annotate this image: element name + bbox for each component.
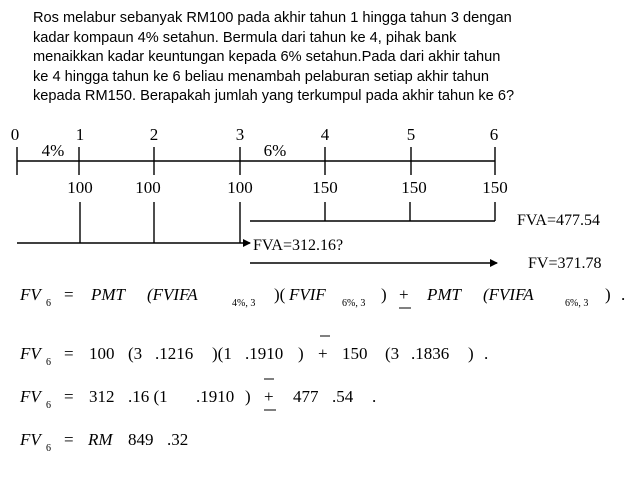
equation-3 — [19, 379, 376, 411]
equation-1 — [19, 285, 625, 309]
payment-label: 100 — [67, 178, 93, 197]
fva-second-label: FVA=477.54 — [517, 212, 600, 229]
eq-term: RM — [88, 430, 113, 449]
eq-term: ) — [245, 387, 251, 406]
timeline — [17, 147, 495, 175]
eq-plus: + — [318, 344, 328, 363]
eq-equals: = — [64, 285, 74, 304]
svg-text:6 — [46, 357, 51, 368]
eq-plus: + — [399, 285, 409, 304]
eq-subscript: 6 — [46, 357, 51, 368]
eq-term: .54 — [332, 387, 354, 406]
eq-term: (FVIFA — [147, 285, 198, 304]
year-label: 4 — [320, 125, 330, 144]
eq-subscript: 6%, 3 — [565, 298, 589, 309]
year-label: 1 — [75, 125, 85, 144]
eq-equals: = — [64, 430, 74, 449]
eq-term: .1910 — [196, 387, 235, 406]
equation-2 — [19, 336, 488, 368]
svg-text:6 — [46, 400, 51, 411]
fv-first-label: FV=371.78 — [528, 255, 602, 272]
svg-text:FV = 312 .16 — [19, 387, 376, 406]
eq-term: FVIF — [289, 285, 326, 304]
payment-label: 150 — [401, 178, 427, 197]
eq-term: 849 — [128, 430, 154, 449]
eq-term: ) — [468, 344, 474, 363]
eq-subscript: 6 — [46, 298, 51, 309]
eq-term: ) — [381, 285, 387, 304]
year-label: 5 — [406, 125, 416, 144]
eq-equals: = — [64, 387, 74, 406]
eq-subscript: 6 — [46, 443, 51, 454]
equation-4 — [19, 430, 188, 454]
svg-text:FV = PMT (FV — [19, 285, 625, 304]
eq-subscript: 6%, 3 — [342, 298, 366, 309]
eq-lhs: FV — [20, 387, 41, 406]
problem-line: menaikkan kadar keuntungan kepada 6% setahun.Pada dari akhir tahun — [33, 49, 501, 66]
eq-lhs: FV — [20, 430, 41, 449]
payment-label: 100 — [227, 178, 253, 197]
eq-term: .1216 — [155, 344, 194, 363]
fva-first-label: FVA=312.16? — [253, 237, 344, 254]
eq-term: .1910 — [245, 344, 284, 363]
eq-subscript: 6 — [46, 400, 51, 411]
eq-term: )(1 — [212, 344, 232, 363]
payment-label: 150 — [482, 178, 508, 197]
eq-term: (FVIFA — [483, 285, 534, 304]
eq-subscript: 4%, 3 — [232, 298, 256, 309]
eq-term: 100 — [89, 344, 115, 363]
eq-term: 477 — [293, 387, 319, 406]
eq-lhs: FV — [20, 285, 41, 304]
eq-term: (3 — [128, 344, 143, 363]
eq-end: . — [372, 387, 377, 406]
svg-text:FV = 100 (3 — [19, 344, 488, 363]
eq-term: 150 — [342, 344, 368, 363]
eq-term: PMT — [427, 285, 461, 304]
eq-term: )( — [274, 285, 286, 304]
eq-lhs: FV — [20, 344, 41, 363]
svg-text:6 — [46, 443, 51, 454]
eq-term: PMT — [91, 285, 125, 304]
eq-equals: = — [64, 344, 74, 363]
payment-label: 100 — [135, 178, 161, 197]
problem-line: kadar kompaun 4% setahun. Bermula dari tahun ke 4, pihak bank — [33, 29, 457, 46]
eq-end: . — [621, 285, 626, 304]
payment-label: 150 — [312, 178, 338, 197]
eq-term: ) — [298, 344, 304, 363]
year-label: 6 — [489, 125, 499, 144]
eq-term: .16 (1 — [128, 387, 168, 406]
eq-end: . — [484, 344, 489, 363]
eq-term: .32 — [167, 430, 189, 449]
problem-line: ke 4 hingga tahun ke 6 beliau menambah pelaburan setiap akhir tahun — [33, 68, 489, 85]
eq-term: (3 — [385, 344, 400, 363]
problem-line: Ros melabur sebanyak RM100 pada akhir tahun 1 hingga tahun 3 dengan — [33, 10, 512, 26]
rate-label-second: 6% — [263, 141, 287, 160]
svg-text:FV = RM 849 — [19, 430, 188, 449]
eq-term: 312 — [89, 387, 115, 406]
eq-term: ) — [605, 285, 611, 304]
eq-plus: + — [264, 387, 274, 406]
rate-label-first: 4% — [41, 141, 65, 160]
eq-term: .1836 — [411, 344, 450, 363]
year-label: 3 — [235, 125, 245, 144]
year-label: 0 — [10, 125, 20, 144]
problem-line: kepada RM150. Berapakah jumlah yang terkumpul pada akhir tahun ke 6? — [33, 88, 515, 105]
year-label: 2 — [149, 125, 159, 144]
